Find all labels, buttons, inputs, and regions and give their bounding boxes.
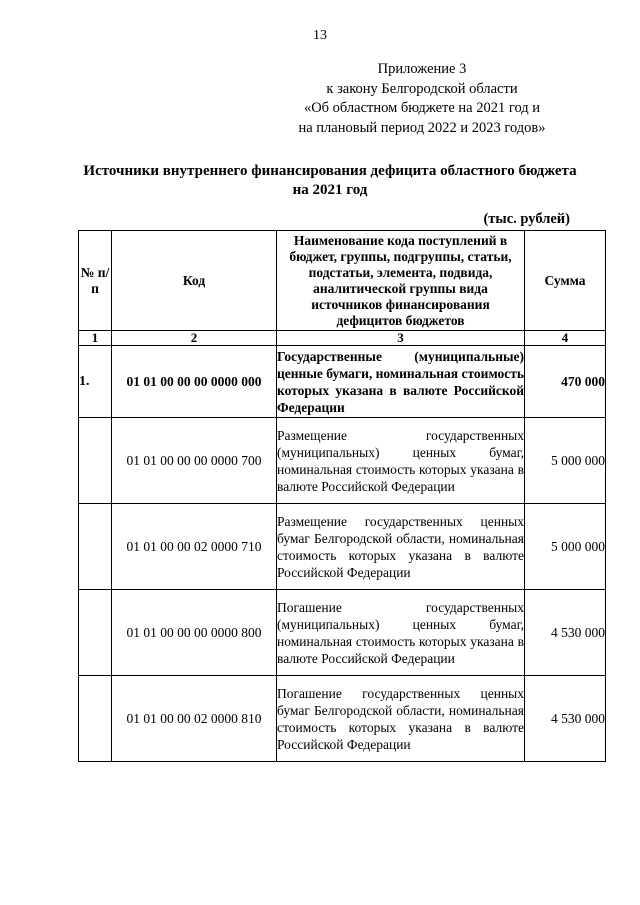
column-numbers-row <box>79 331 606 346</box>
table-header-row <box>79 231 606 331</box>
units-label: (тыс. рублей) <box>483 211 570 227</box>
row-name: Размещение государственных ценных бумаг Белгородской области, номинальная стоимость которых указана в валюте Российской Федерации <box>277 504 525 590</box>
header-num: № п/п <box>79 231 112 331</box>
row-sum: 470 000 <box>525 346 606 418</box>
document-title <box>70 162 590 200</box>
row-name: Размещение государственных (муниципальных) ценных бумаг, номинальная стоимость которых указана в валюте Российской Федерации <box>277 418 525 504</box>
row-num <box>79 504 112 590</box>
appendix-line-3: «Об областном бюджете на 2021 год и <box>303 100 541 116</box>
row-num: 1. <box>79 346 112 418</box>
row-name: Погашение государственных (муниципальных) ценных бумаг, номинальная стоимость которых указана в валюте Российской Федерации <box>277 590 525 676</box>
page-number: 13 <box>313 28 327 43</box>
table-row <box>79 418 606 504</box>
title-line-2: на 2021 год <box>292 182 368 198</box>
table-row <box>79 590 606 676</box>
financing-sources-table <box>78 230 606 762</box>
row-num <box>79 676 112 762</box>
table-row <box>79 676 606 762</box>
column-number: 4 <box>525 331 606 346</box>
title-line-1: Источники внутреннего финансирования дефицита областного бюджета <box>83 163 577 179</box>
appendix-block <box>262 60 582 138</box>
row-name: Государственные (муниципальные) ценные бумаги, номинальная стоимость которых указана в валюте Российской Федерации <box>277 346 525 418</box>
table-row <box>79 504 606 590</box>
table-row <box>79 346 606 418</box>
appendix-line-1: Приложение 3 <box>377 61 467 77</box>
column-number: 1 <box>79 331 112 346</box>
column-number: 2 <box>112 331 277 346</box>
row-name: Погашение государственных ценных бумаг Белгородской области, номинальная стоимость которых указана в валюте Российской Федерации <box>277 676 525 762</box>
row-code: 01 01 00 00 00 0000 800 <box>112 590 277 676</box>
header-sum: Сумма <box>525 231 606 331</box>
appendix-line-4: на плановый период 2022 и 2023 годов» <box>298 119 546 136</box>
appendix-line-2: к закону Белгородской области <box>326 80 518 97</box>
column-number: 3 <box>277 331 525 346</box>
row-sum: 5 000 000 <box>525 504 606 590</box>
header-code: Код <box>112 231 277 331</box>
row-code: 01 01 00 00 00 0000 700 <box>112 418 277 504</box>
row-code: 01 01 00 00 02 0000 710 <box>112 504 277 590</box>
row-code: 01 01 00 00 00 0000 000 <box>112 346 277 418</box>
row-sum: 4 530 000 <box>525 676 606 762</box>
row-num <box>79 418 112 504</box>
row-sum: 5 000 000 <box>525 418 606 504</box>
row-code: 01 01 00 00 02 0000 810 <box>112 676 277 762</box>
row-num <box>79 590 112 676</box>
header-name: Наименование кода поступлений в бюджет, группы, подгруппы, статьи, подстатьи, элемента, подвида, аналитической группы вида источников финансирования дефицитов бюджетов <box>277 231 525 331</box>
row-sum: 4 530 000 <box>525 590 606 676</box>
